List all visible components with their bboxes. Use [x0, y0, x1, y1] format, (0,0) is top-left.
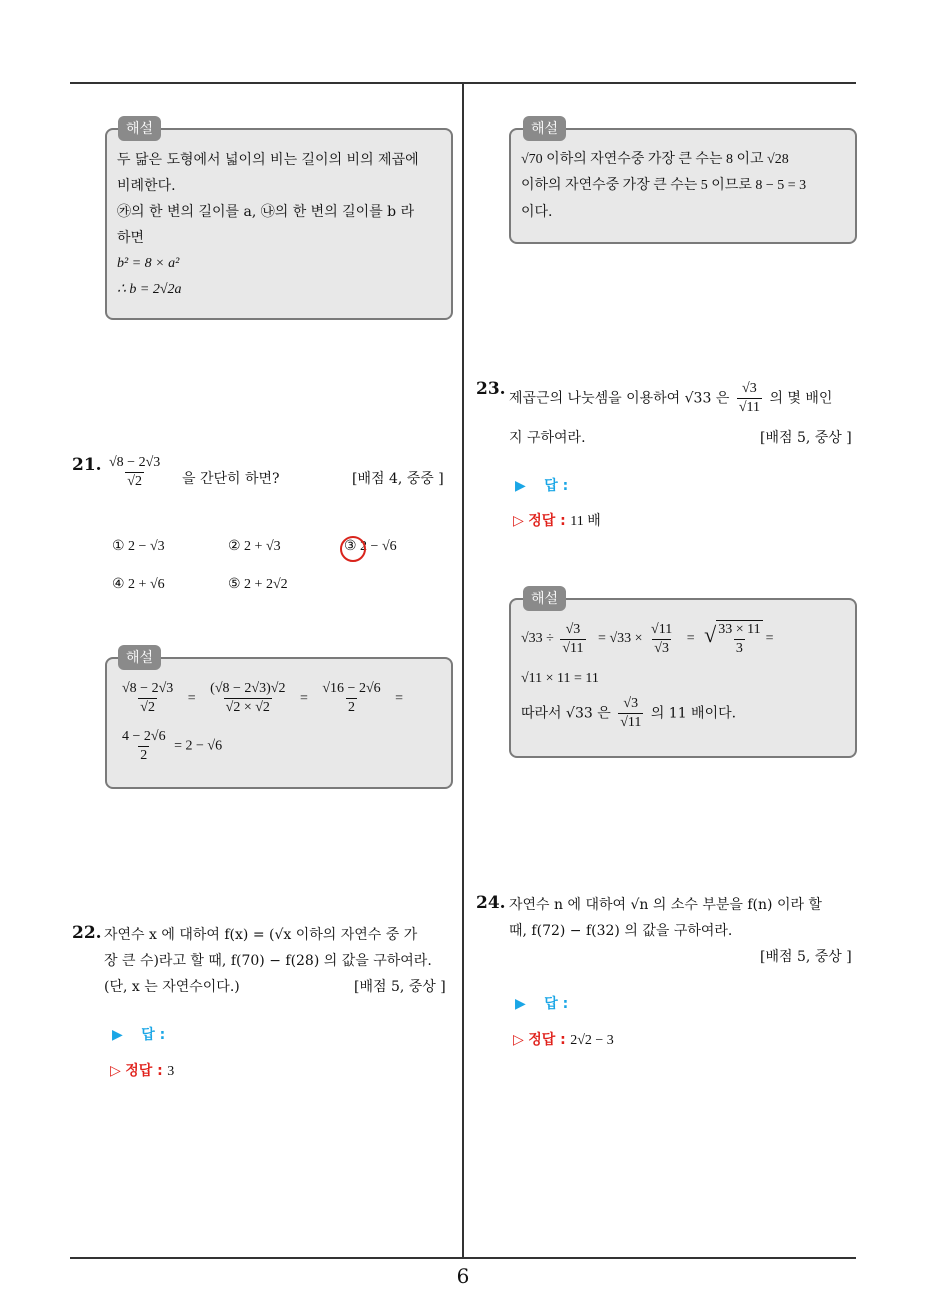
solution-tag: 해설	[118, 645, 161, 670]
q23-correct	[513, 510, 601, 530]
column-divider	[462, 84, 464, 1258]
q24-score: [배점 5, 중상 ]	[760, 949, 852, 965]
page-number: 6	[456, 1264, 470, 1288]
q24-number: 24.	[476, 893, 506, 913]
triangle-right-icon: ▷	[513, 513, 524, 529]
sol22-line1: √70 이하의 자연수중 가장 큰 수는 8 이고 √28	[521, 152, 789, 167]
q23-line1-end: 의 몇 배인	[769, 390, 833, 407]
answer-label: 답 :	[544, 996, 569, 1012]
sol21-result: = 2 − √6	[174, 738, 223, 754]
q21-choice-3[interactable]: ③ 2 − √6	[344, 539, 397, 554]
sol20-line4: 하면	[117, 230, 145, 246]
sol20-line5: b² = 8 × a²	[117, 256, 180, 271]
q21-numerator: √8 − 2√3	[109, 455, 161, 470]
sol21-frac3-den: 2	[347, 700, 355, 715]
q24-correct	[513, 1029, 614, 1049]
q24-answer-label	[515, 993, 568, 1013]
play-icon: ▶	[515, 996, 526, 1012]
bottom-rule	[70, 1257, 856, 1259]
play-icon: ▶	[515, 478, 526, 494]
q22-line2: 장 큰 수)라고 할 때, f(70) − f(28) 의 값을 구하여라.	[104, 953, 432, 969]
q22-correct	[110, 1060, 174, 1080]
sol23-frac2-num: √11	[651, 621, 673, 637]
q24-answer-value: 2√2 − 3	[570, 1033, 614, 1048]
q22-line3: (단, x 는 자연수이다.)	[104, 979, 240, 995]
sol23-line3-end: 의 11 배이다.	[650, 705, 737, 722]
correct-label: 정답 :	[528, 1032, 566, 1048]
sol20-line6: ∴ b = 2√2a	[117, 282, 182, 297]
q21-denominator: √2	[127, 474, 142, 489]
q21-choice-1[interactable]: ① 2 − √3	[112, 539, 165, 554]
sol21-frac2-num: (√8 − 2√3)√2	[210, 681, 286, 696]
sol23-frac1-den: √11	[562, 640, 584, 656]
q22-answer-label	[112, 1024, 165, 1044]
correct-label: 정답 :	[528, 513, 566, 529]
q21-text: 을 간단히 하면?	[182, 471, 280, 487]
sol23-frac1-num: √3	[565, 621, 581, 637]
q24-line1: 자연수 n 에 대하여 √n 의 소수 부분을 f(n) 이라 할	[509, 897, 822, 913]
correct-label: 정답 :	[125, 1063, 163, 1079]
sol22-line3: 이다.	[521, 204, 553, 220]
triangle-right-icon: ▷	[110, 1063, 121, 1079]
q23-line2: 지 구하여라.	[509, 430, 586, 446]
sol23-part-c: =	[686, 631, 695, 647]
play-icon: ▶	[112, 1027, 123, 1043]
q24-line2: 때, f(72) − f(32) 의 값을 구하여라.	[509, 923, 733, 939]
selected-answer-circle	[340, 536, 366, 562]
sol20-line2: 비례한다.	[117, 178, 176, 194]
sol21-frac4-num: 4 − 2√6	[122, 729, 166, 744]
sol23-line3-start: 따라서 √33 은	[521, 705, 611, 722]
triangle-right-icon: ▷	[513, 1032, 524, 1048]
q22-score: [배점 5, 중상 ]	[354, 979, 446, 995]
sol23-frac4-den: √11	[620, 715, 642, 730]
sol23-frac3-den: 3	[735, 641, 743, 656]
solution-tag: 해설	[523, 586, 566, 611]
solution-box-21	[105, 657, 453, 789]
q22-line1: 자연수 x 에 대하여 f(x) = (√x 이하의 자연수 중 가	[104, 927, 418, 943]
solution-tag: 해설	[523, 116, 566, 141]
q22-answer-value: 3	[167, 1064, 175, 1079]
sol21-frac3-num: √16 − 2√6	[322, 681, 381, 696]
sol23-line2: √11 × 11 = 11	[521, 671, 599, 686]
sol23-frac3-num: 33 × 11	[718, 622, 761, 637]
q23-answer-value: 11 배	[570, 514, 601, 529]
q22-number: 22.	[72, 923, 102, 943]
sol23-frac2-den: √3	[654, 640, 669, 656]
q23-line1-start: 제곱근의 나눗셈을 이용하여 √33 은	[509, 390, 730, 407]
sol21-frac1-num: √8 − 2√3	[122, 681, 174, 696]
q21-choice-5[interactable]: ⑤ 2 + 2√2	[228, 577, 288, 592]
q21-expression	[104, 454, 165, 491]
q21-score: [배점 4, 중중 ]	[352, 471, 444, 487]
sol23-part-a: √33 ÷	[521, 631, 554, 647]
sol21-line2	[117, 728, 222, 765]
sol21-frac2-den: √2 × √2	[225, 700, 270, 715]
solution-tag: 해설	[118, 116, 161, 141]
sol21-line1: $\frac{√8 - 2√3}{√2}$ = $\frac{(√8 - 2√3)√2}{√2 \times √2}$ = $\frac{√16 - 2√6}{2}$ =	[122, 681, 404, 715]
q21-choice-2[interactable]: ② 2 + √3	[228, 539, 281, 554]
sol20-line3: ㉮의 한 변의 길이를 a, ㉯의 한 변의 길이를 b 라	[117, 204, 415, 220]
q23-frac-num: √3	[742, 381, 757, 396]
answer-label: 답 :	[141, 1027, 166, 1043]
sol23-line1: √33 ÷ $\frac{√3}{√11}$ = √33 × $\frac{√11}{√3}$ = √ $\frac{33 \times 11}{3}$ =	[521, 621, 774, 656]
sol21-frac4-den: 2	[140, 748, 148, 763]
sol22-line2: 이하의 자연수중 가장 큰 수는 5 이므로 8 − 5 = 3	[521, 178, 807, 193]
q23-answer-label	[515, 475, 568, 495]
q23-line1	[509, 380, 832, 417]
q23-frac-den: √11	[738, 400, 760, 415]
answer-label: 답 :	[544, 478, 569, 494]
q23-number: 23.	[476, 379, 506, 399]
q21-number: 21.	[72, 455, 102, 475]
q21-choice-4[interactable]: ④ 2 + √6	[112, 577, 165, 592]
sol21-frac1-den: √2	[140, 700, 155, 715]
sol20-line1: 두 닮은 도형에서 넓이의 비는 길이의 비의 제곱에	[117, 152, 419, 168]
sol23-frac4-num: √3	[623, 696, 639, 711]
q23-score: [배점 5, 중상 ]	[760, 430, 852, 446]
sol23-part-b: = √33 ×	[598, 631, 643, 647]
sol23-line3	[521, 695, 736, 732]
